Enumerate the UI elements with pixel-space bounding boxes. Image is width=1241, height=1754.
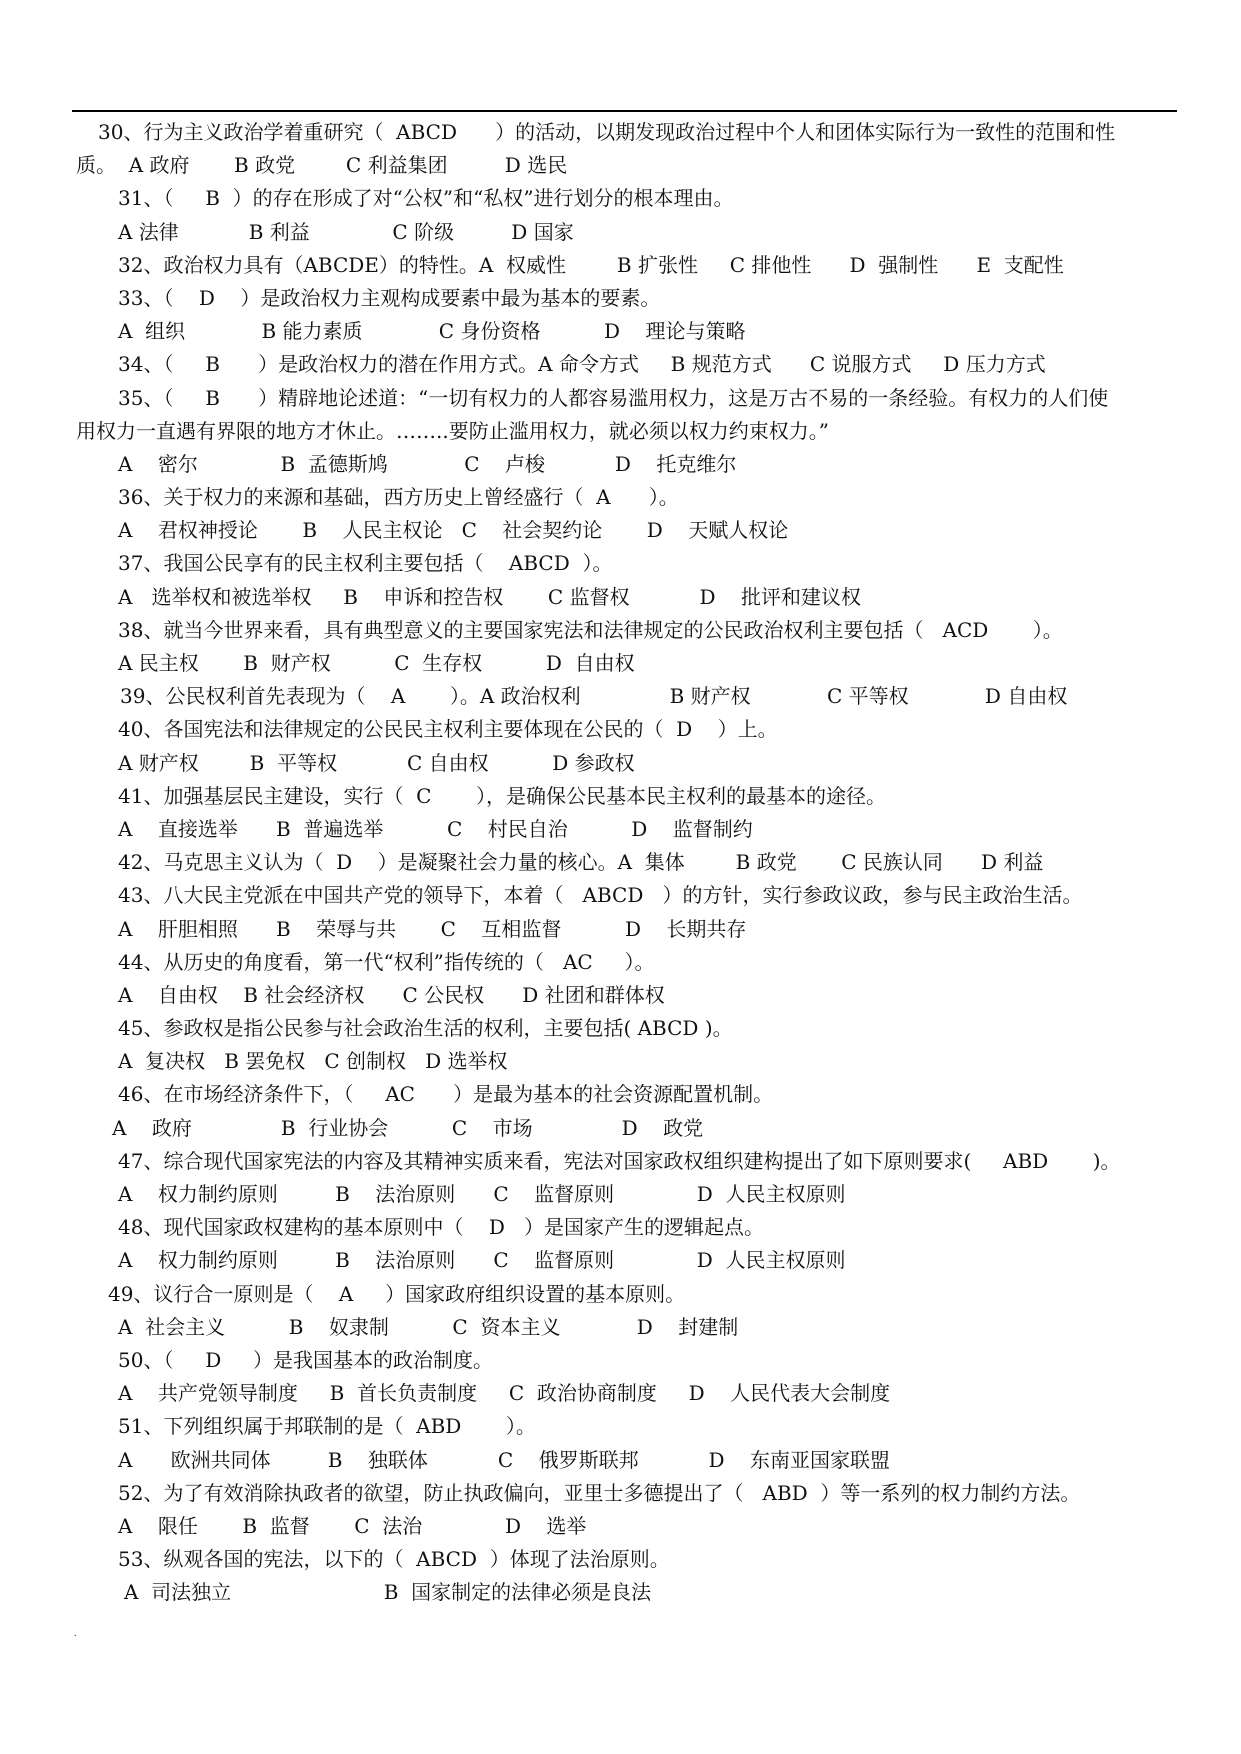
text-line: A 直接选举 B 普遍选举 C 村民自治 D 监督制约: [118, 816, 753, 841]
text-line: 35、（ B ）精辟地论述道：“一切有权力的人都容易滥用权力，这是万古不易的一条经验。有权力的人们使: [118, 385, 1109, 410]
text-line: A 权力制约原则 B 法治原则 C 监督原则 D 人民主权原则: [118, 1248, 846, 1273]
text-line: 48、现代国家政权建构的基本原则中（ D ）是国家产生的逻辑起点。: [118, 1215, 764, 1240]
text-line: A 欧洲共同体 B 独联体 C 俄罗斯联邦 D 东南亚国家联盟: [118, 1447, 890, 1472]
text-line: 40、各国宪法和法律规定的公民民主权利主要体现在公民的（ D ）上。: [118, 717, 778, 742]
text-line: 41、加强基层民主建设，实行（ C ），是确保公民基本民主权利的最基本的途径。: [118, 783, 886, 808]
text-line: 30、行为主义政治学着重研究（ ABCD ）的活动，以期发现政治过程中个人和团体实际行为一致性的范围和性: [98, 120, 1116, 144]
text-line: A 共产党领导制度 B 首长负责制度 C 政治协商制度 D 人民代表大会制度: [118, 1381, 891, 1406]
text-line: A 自由权 B 社会经济权 C 公民权 D 社团和群体权: [118, 982, 665, 1007]
text-line: A 司法独立 B 国家制定的法律必须是良法: [124, 1580, 652, 1605]
text-line: A 选举权和被选举权 B 申诉和控告权 C 监督权 D 批评和建议权: [118, 584, 861, 609]
text-line: A 民主权 B 财产权 C 生存权 D 自由权: [118, 651, 635, 675]
text-line: A 限任 B 监督 C 法治 D 选举: [118, 1513, 587, 1538]
text-line: A 财产权 B 平等权 C 自由权 D 参政权: [118, 750, 635, 775]
text-line: A 组织 B 能力素质 C 身份资格 D 理论与策略: [118, 319, 746, 344]
text-line: 32、政治权力具有（ABCDE）的特性。A 权威性 B 扩张性 C 排他性 D 强制性 E 支配性: [118, 252, 1064, 277]
text-line: 38、就当今世界来看，具有典型意义的主要国家宪法和法律规定的公民政治权利主要包括（ ACD ）。: [118, 617, 1063, 642]
text-line: 44、从历史的角度看，第一代“权利”指传统的（ AC ）。: [118, 949, 655, 974]
text-line: 50、（ D ）是我国基本的政治制度。: [118, 1347, 494, 1372]
text-line: 31、（ B ）的存在形成了对“公权”和“私权”进行划分的根本理由。: [118, 186, 734, 211]
text-line: 36、关于权力的来源和基础，西方历史上曾经盛行（ A ）。: [118, 485, 679, 510]
header-rule: [72, 110, 1177, 112]
text-line: 45、参政权是指公民参与社会政治生活的权利，主要包括( ABCD )。: [118, 1016, 733, 1041]
text-line: A 复决权 B 罢免权 C 创制权 D 选举权: [118, 1049, 508, 1074]
text-line: 33、（ D ）是政治权力主观构成要素中最为基本的要素。: [118, 285, 661, 310]
text-line: 37、我国公民享有的民主权利主要包括（ ABCD ）。: [118, 551, 613, 576]
text-line: 43、八大民主党派在中国共产党的领导下，本着（ ABCD ）的方针，实行参政议政，参与民主政治生活。: [118, 883, 1083, 908]
text-line: A 权力制约原则 B 法治原则 C 监督原则 D 人民主权原则: [118, 1182, 846, 1206]
text-line: 质。 A 政府 B 政党 C 利益集团 D 选民: [76, 153, 568, 178]
text-line: 53、纵观各国的宪法，以下的（ ABCD ）体现了法治原则。: [118, 1547, 670, 1572]
text-line: 49、议行合一原则是（ A ）国家政府组织设置的基本原则。: [108, 1281, 686, 1306]
text-line: 39、公民权利首先表现为（ A ）。A 政治权利 B 财产权 C 平等权 D 自由权: [120, 684, 1068, 709]
text-line: A 政府 B 行业协会 C 市场 D 政党: [112, 1115, 704, 1140]
text-line: A 肝胆相照 B 荣辱与共 C 互相监督 D 长期共存: [118, 916, 747, 941]
footer-mark: .: [74, 1628, 77, 1639]
question-list: [76, 116, 1188, 1609]
text-line: 46、在市场经济条件下，（ AC ）是最为基本的社会资源配置机制。: [118, 1082, 774, 1107]
text-line: 42、马克思主义认为（ D ）是凝聚社会力量的核心。A 集体 B 政党 C 民族认同 D 利益: [118, 850, 1044, 875]
text-line: A 法律 B 利益 C 阶级 D 国家: [118, 219, 574, 244]
text-line: 52、为了有效消除执政者的欲望，防止执政偏向，亚里士多德提出了（ ABD ）等一系列的权力制约方法。: [118, 1480, 1081, 1505]
text-line: 51、下列组织属于邦联制的是（ ABD ）。: [118, 1414, 536, 1439]
text-line: A 密尔 B 孟德斯鸠 C 卢梭 D 托克维尔: [118, 451, 737, 476]
text-line: 47、综合现代国家宪法的内容及其精神实质来看，宪法对国家政权组织建构提出了如下原则要求( ABD )。: [118, 1148, 1121, 1173]
text-line: A 君权神授论 B 人民主权论 C 社会契约论 D 天赋人权论: [118, 518, 789, 543]
text-line: 用权力一直遇有界限的地方才休止。……..要防止滥用权力，就必须以权力约束权力。”: [76, 418, 829, 443]
text-line: 34、（ B ）是政治权力的潜在作用方式。A 命令方式 B 规范方式 C 说服方式 D 压力方式: [118, 352, 1046, 377]
text-line: A 社会主义 B 奴隶制 C 资本主义 D 封建制: [118, 1314, 739, 1339]
